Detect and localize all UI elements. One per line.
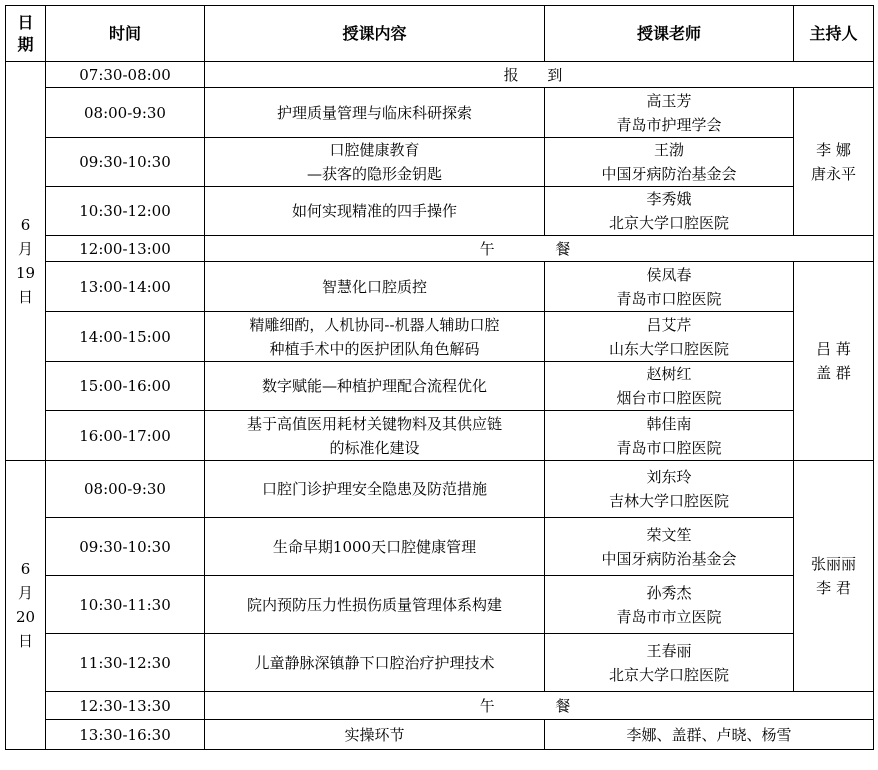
session-teacher	[545, 634, 794, 692]
session-time: 08:00-9:30	[46, 88, 205, 138]
session-teacher	[545, 138, 794, 187]
teacher-name: 吕艾芹	[646, 315, 692, 334]
host-name: 张丽丽	[810, 555, 856, 573]
session-teacher	[545, 312, 794, 362]
session-content: 口腔门诊护理安全隐患及防范措施	[205, 461, 545, 518]
teacher-name: 王春丽	[646, 641, 692, 660]
teacher-org: 北京大学口腔医院	[608, 214, 729, 232]
header-time: 时间	[46, 6, 205, 62]
teacher-name: 赵树红	[646, 365, 692, 383]
session-time: 12:30-13:30	[46, 692, 205, 720]
session-content: 护理质量管理与临床科研探索	[205, 88, 545, 138]
session-content: 午 餐	[205, 692, 874, 720]
table-row	[6, 138, 874, 187]
content-line: 的标准化建设	[329, 438, 420, 457]
session-time: 10:30-11:30	[46, 576, 205, 634]
date-part: 月	[17, 584, 33, 602]
session-time: 09:30-10:30	[46, 518, 205, 576]
host-cell-day1-a	[794, 88, 874, 236]
host-name: 李 君	[816, 579, 851, 597]
schedule-table	[5, 5, 874, 750]
date-part: 6	[20, 560, 31, 578]
teacher-name: 韩佳南	[646, 414, 692, 433]
date-part: 日	[17, 632, 33, 650]
date-part: 月	[17, 240, 33, 258]
session-time: 09:30-10:30	[46, 138, 205, 187]
teacher-name: 王渤	[653, 141, 684, 159]
session-time: 08:00-9:30	[46, 461, 205, 518]
session-content: 生命早期1000天口腔健康管理	[205, 518, 545, 576]
session-content: 如何实现精准的四手操作	[205, 187, 545, 236]
session-teacher: 李娜、盖群、卢晓、杨雪	[545, 720, 874, 750]
content-line: 口腔健康教育	[329, 141, 420, 159]
session-content: 院内预防压力性损伤质量管理体系构建	[205, 576, 545, 634]
session-teacher	[545, 88, 794, 138]
teacher-org: 山东大学口腔医院	[608, 339, 729, 358]
session-time: 11:30-12:30	[46, 634, 205, 692]
table-row	[6, 88, 874, 138]
table-row	[6, 518, 874, 576]
teacher-name: 刘东玲	[646, 468, 692, 486]
table-row	[6, 634, 874, 692]
session-content: 数字赋能—种植护理配合流程优化	[205, 362, 545, 411]
session-content: 午 餐	[205, 236, 874, 262]
date-part: 日	[17, 288, 33, 306]
session-time: 16:00-17:00	[46, 411, 205, 461]
table-row	[6, 692, 874, 720]
table-row	[6, 62, 874, 88]
session-teacher	[545, 576, 794, 634]
teacher-name: 孙秀杰	[646, 583, 692, 602]
date-part: 19	[15, 264, 36, 282]
session-time: 14:00-15:00	[46, 312, 205, 362]
teacher-name: 李秀娥	[646, 190, 692, 208]
table-row	[6, 411, 874, 461]
teacher-org: 中国牙病防治基金会	[601, 165, 737, 183]
teacher-org: 青岛市护理学会	[616, 115, 722, 134]
session-time: 15:00-16:00	[46, 362, 205, 411]
session-teacher	[545, 411, 794, 461]
session-teacher	[545, 362, 794, 411]
session-teacher	[545, 518, 794, 576]
session-content: 实操环节	[205, 720, 545, 750]
session-content	[205, 138, 545, 187]
session-content	[205, 312, 545, 362]
table-row	[6, 461, 874, 518]
header-row	[6, 6, 874, 62]
table-row	[6, 576, 874, 634]
session-time: 12:00-13:00	[46, 236, 205, 262]
session-content	[205, 411, 545, 461]
session-content: 智慧化口腔质控	[205, 262, 545, 312]
teacher-org: 烟台市口腔医院	[616, 389, 722, 407]
session-teacher	[545, 461, 794, 518]
teacher-name: 高玉芳	[646, 91, 692, 110]
header-teacher: 授课老师	[545, 6, 794, 62]
header-date: 日期	[6, 6, 46, 62]
teacher-org: 中国牙病防治基金会	[601, 549, 737, 568]
session-time: 13:00-14:00	[46, 262, 205, 312]
session-time: 10:30-12:00	[46, 187, 205, 236]
table-row	[6, 362, 874, 411]
header-host: 主持人	[794, 6, 874, 62]
session-time: 13:30-16:30	[46, 720, 205, 750]
content-line: 精雕细酌，人机协同--机器人辅助口腔	[249, 315, 500, 334]
session-content: 报 到	[205, 62, 874, 88]
date-cell-day2	[6, 461, 46, 750]
host-cell-day2	[794, 461, 874, 692]
date-cell-day1	[6, 62, 46, 461]
table-row	[6, 262, 874, 312]
header-content: 授课内容	[205, 6, 545, 62]
teacher-org: 北京大学口腔医院	[608, 665, 729, 684]
teacher-name: 侯凤春	[646, 265, 692, 284]
host-name: 吕 苒	[816, 340, 851, 358]
teacher-org: 青岛市市立医院	[616, 607, 722, 626]
session-content: 儿童静脉深镇静下口腔治疗护理技术	[205, 634, 545, 692]
host-name: 李 娜	[816, 140, 851, 159]
date-part: 6	[20, 216, 31, 234]
host-name: 唐永平	[810, 164, 856, 183]
host-cell-day1-b	[794, 262, 874, 461]
content-line: —获客的隐形金钥匙	[306, 165, 442, 183]
session-time: 07:30-08:00	[46, 62, 205, 88]
date-part: 20	[15, 608, 36, 626]
host-name: 盖 群	[816, 364, 851, 382]
session-teacher	[545, 262, 794, 312]
table-row	[6, 236, 874, 262]
teacher-org: 吉林大学口腔医院	[608, 492, 729, 510]
teacher-org: 青岛市口腔医院	[616, 438, 722, 457]
teacher-org: 青岛市口腔医院	[616, 289, 722, 308]
content-line: 基于高值医用耗材关键物料及其供应链	[246, 414, 502, 433]
session-teacher	[545, 187, 794, 236]
teacher-name: 荣文笙	[646, 525, 692, 544]
table-row	[6, 720, 874, 750]
content-line: 种植手术中的医护团队角色解码	[269, 339, 480, 358]
table-row	[6, 187, 874, 236]
table-row	[6, 312, 874, 362]
